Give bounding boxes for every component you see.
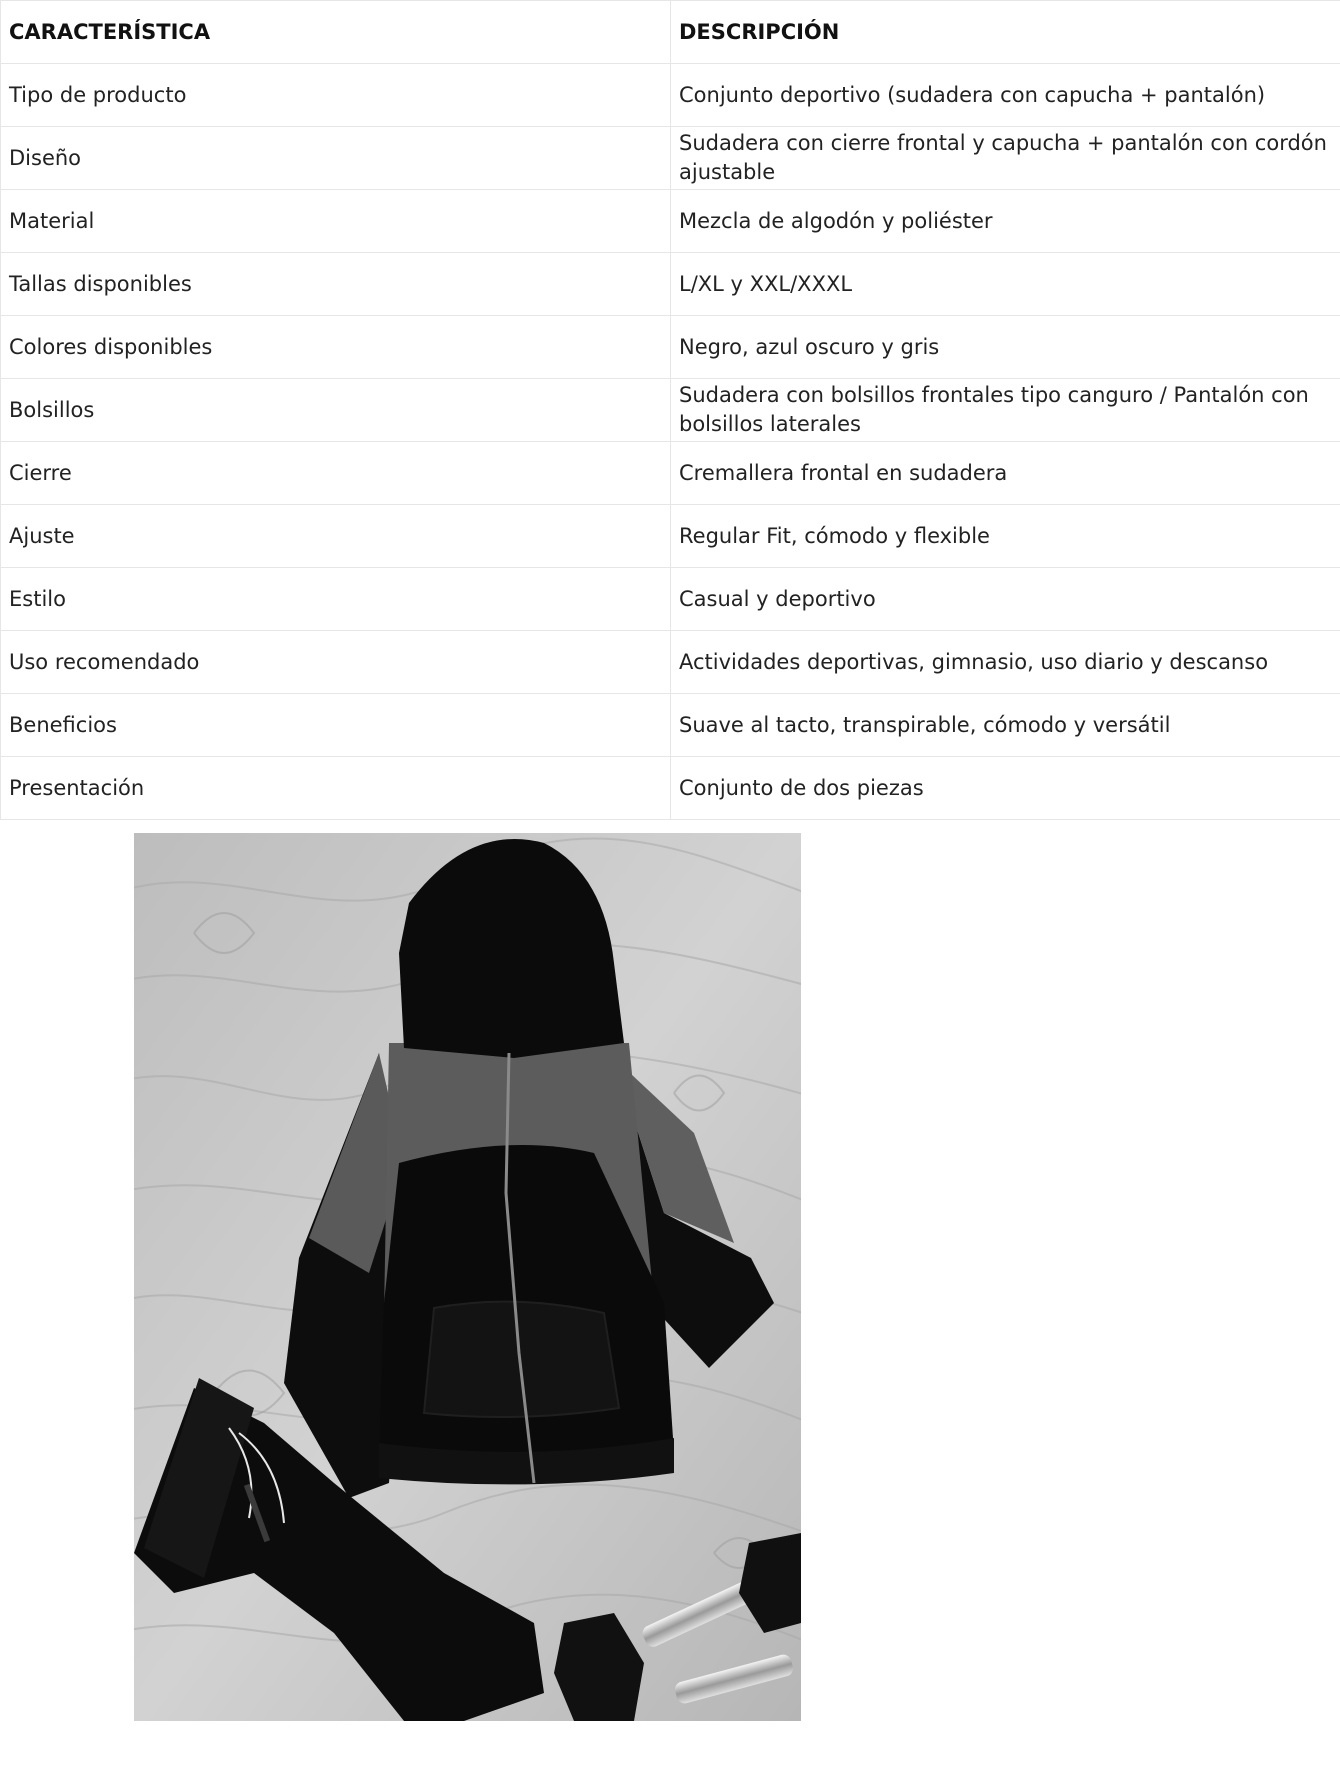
row-value: Casual y deportivo [671, 568, 1340, 631]
table-row [1, 505, 1340, 568]
table-row [1, 631, 1340, 694]
row-label: Beneficios [1, 694, 671, 757]
table-row [1, 190, 1340, 253]
row-value: Negro, azul oscuro y gris [671, 316, 1340, 379]
row-value: Conjunto de dos piezas [671, 757, 1340, 820]
row-label: Tallas disponibles [1, 253, 671, 316]
table-row [1, 757, 1340, 820]
row-value: Regular Fit, cómodo y flexible [671, 505, 1340, 568]
table-header-row [1, 1, 1340, 64]
row-value: Actividades deportivas, gimnasio, uso diario y descanso [671, 631, 1340, 694]
product-photo [134, 833, 801, 1721]
column-header-caracteristica: CARACTERÍSTICA [1, 1, 671, 64]
row-value: L/XL y XXL/XXXL [671, 253, 1340, 316]
table-row [1, 694, 1340, 757]
row-value: Sudadera con cierre frontal y capucha + pantalón con cordón ajustable [671, 127, 1340, 190]
row-value: Mezcla de algodón y poliéster [671, 190, 1340, 253]
table-row [1, 442, 1340, 505]
row-value: Sudadera con bolsillos frontales tipo canguro / Pantalón con bolsillos laterales [671, 379, 1340, 442]
row-value: Cremallera frontal en sudadera [671, 442, 1340, 505]
row-label: Bolsillos [1, 379, 671, 442]
row-value: Conjunto deportivo (sudadera con capucha + pantalón) [671, 64, 1340, 127]
product-photo-illustration [134, 833, 801, 1721]
row-label: Diseño [1, 127, 671, 190]
row-label: Estilo [1, 568, 671, 631]
table-row [1, 253, 1340, 316]
hoodie-pocket [424, 1302, 619, 1417]
row-label: Tipo de producto [1, 64, 671, 127]
row-label: Material [1, 190, 671, 253]
row-value: Suave al tacto, transpirable, cómodo y versátil [671, 694, 1340, 757]
table-row [1, 64, 1340, 127]
spec-table [0, 0, 1340, 820]
table-row [1, 316, 1340, 379]
row-label: Presentación [1, 757, 671, 820]
row-label: Cierre [1, 442, 671, 505]
table-row [1, 379, 1340, 442]
table-row [1, 568, 1340, 631]
table-row [1, 127, 1340, 190]
row-label: Ajuste [1, 505, 671, 568]
row-label: Colores disponibles [1, 316, 671, 379]
column-header-descripcion: DESCRIPCIÓN [671, 1, 1340, 64]
row-label: Uso recomendado [1, 631, 671, 694]
